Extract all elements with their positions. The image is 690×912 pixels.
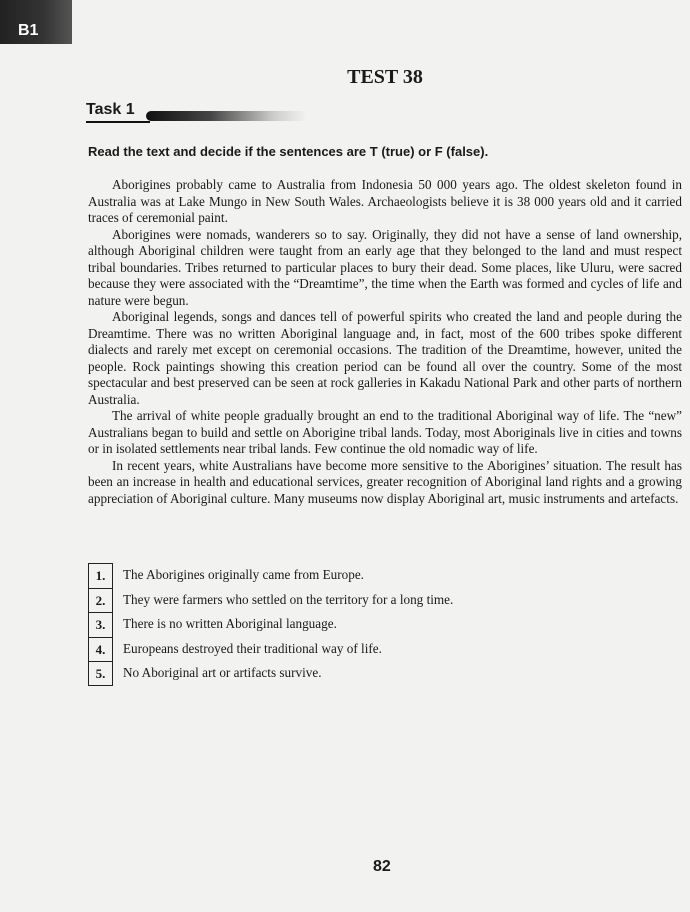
level-label: B1 [18, 22, 39, 39]
task-underline [86, 121, 150, 123]
paragraph: The arrival of white people gradually brought an end to the traditional Aboriginal way of life. The “new” Australians began to build and settle on Aborigine tribal lands. Today, most Aboriginals live in cities and towns or in isolated settlements near tribal lands. Few continue the old nomadic way of life. [88, 408, 682, 456]
statement-item [88, 612, 608, 637]
statement-item [88, 661, 608, 686]
test-title: TEST 38 [347, 66, 423, 88]
statement-text: There is no written Aboriginal language. [123, 616, 337, 631]
statement-number-box: 5. [88, 661, 113, 686]
statement-item [88, 563, 608, 588]
statement-number-box: 1. [88, 563, 113, 588]
statement-text: No Aboriginal art or artifacts survive. [123, 665, 322, 680]
statement-text: They were farmers who settled on the territory for a long time. [123, 591, 454, 607]
paragraph: Aboriginal legends, songs and dances tell of powerful spirits who created the land and people during the Dreamtime. There was no written Aboriginal language and, in fact, most of the 600 tribes spoke different dialects and rarely met except on ceremonial occasions. The tradition of the Dreamtime, however, united the people. Rock paintings showing this creation period can be found all over the country. Some of the most spectacular and best preserved can be seen at rock galleries in Kakadu National Park and other parts of northern Australia. [88, 309, 682, 407]
statement-number-box: 2. [88, 588, 113, 613]
task-label: Task 1 [86, 101, 135, 118]
paragraph: Aborigines were nomads, wanderers so to say. Originally, they did not have a sense of land ownership, although Aboriginal children were taught from an early age that they belonged to the land and must respect tribal boundaries. Tribes returned to particular places to bury their dead. Some places, like Uluru, were sacred because they were associated with the “Dreamtime”, the time when the Earth was formed and cycles of life and nature were begun. [88, 226, 682, 308]
paragraph: In recent years, white Australians have become more sensitive to the Aborigines’ situation. The result has been an increase in health and educational services, greater recognition of Aboriginal land rights and a growing appreciation of Aboriginal culture. Many museums now display Aboriginal art, music instruments and artefacts. [88, 457, 682, 506]
statement-number-box: 4. [88, 637, 113, 662]
paragraph: Aborigines probably came to Australia from Indonesia 50 000 years ago. The oldest skeleton found in Australia was at Lake Mungo in New South Wales. Archaeologists believe it is 38 000 years old and it carried traces of ceremonial paint. [88, 177, 682, 225]
task-instruction: Read the text and decide if the sentences are T (true) or F (false). [88, 144, 489, 159]
level-tab [0, 0, 72, 44]
statement-text: Europeans destroyed their traditional way of life. [123, 640, 382, 656]
statement-list [88, 563, 608, 686]
page-number: 82 [373, 858, 391, 875]
statement-number-box: 3. [88, 612, 113, 637]
reading-text [88, 177, 682, 507]
statement-text: The Aborigines originally came from Europe. [123, 567, 364, 582]
task-header [86, 101, 306, 125]
task-swoosh-decoration [146, 111, 306, 121]
statement-item [88, 637, 608, 662]
statement-item [88, 588, 608, 613]
